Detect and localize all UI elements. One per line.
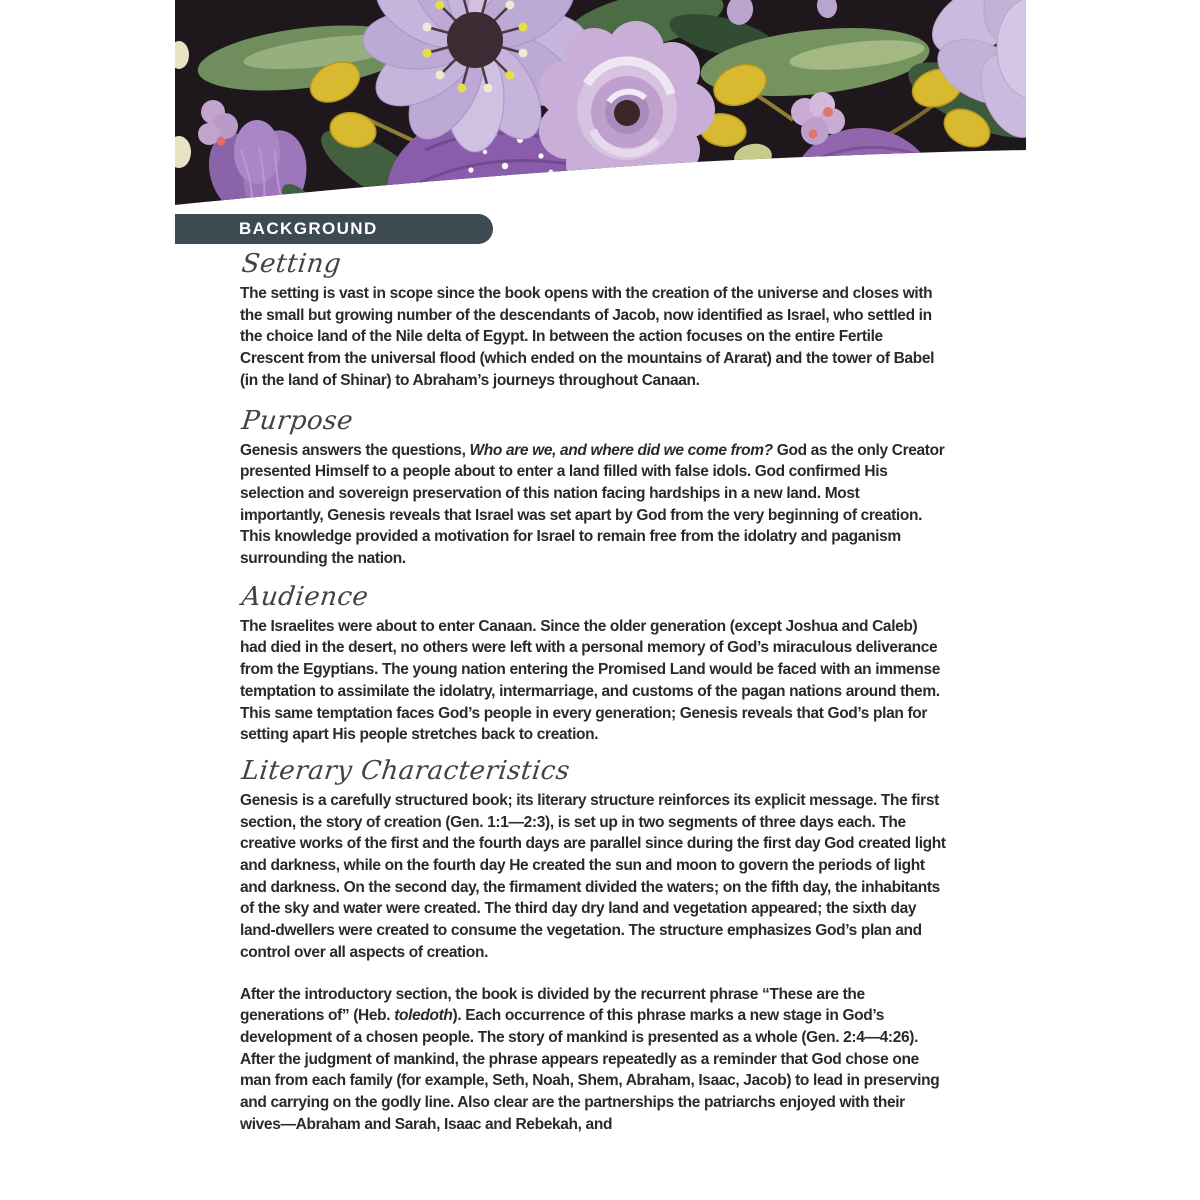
section-heading-purpose: Purpose [240, 405, 355, 436]
section-setting [240, 249, 946, 392]
paragraph [240, 283, 946, 392]
section-audience [240, 582, 946, 746]
section-purpose [240, 406, 946, 570]
paragraph [240, 984, 946, 1136]
banner-label: BACKGROUND [239, 219, 378, 238]
italic-text-segment: Who are we, and where did we come from? [469, 441, 773, 459]
text-segment: Genesis answers the questions, [240, 441, 470, 459]
text-segment: God as the only Creator presented Himself to a people about to enter a land filled with false idols. God confirmed His selection and sovereign preservation of this nation facing hardships in a new land. Most importantly, Genesis reveals that Israel was set apart by God from the very beginning of creation. This knowledge provided a motivation for Israel to remain free from the idolatry and paganism surrounding the nation. [240, 441, 945, 568]
italic-text-segment: toledoth [394, 1007, 453, 1025]
section-heading-setting: Setting [240, 249, 343, 279]
text-segment: Genesis is a carefully structured book; its literary structure reinforces its explicit message. The first section, the story of creation (Gen. 1:1—2:3), is set up in two segments of three days each. The creative works of the first and the fourth days are parallel since during the first day God created light and darkness, while on the fourth day He created the sun and moon to govern the periods of light and darkness. On the second day, the firmament divided the waters; on the fifth day, the inhabitants of the sky and water were created. The third day dry land and vegetation appeared; the sixth day land-dwellers were created to consume the vegetation. The structure emphasizes God’s plan and control over all aspects of creation. [240, 791, 946, 961]
paragraph [240, 790, 946, 964]
paragraph [240, 616, 946, 746]
page-content [240, 243, 946, 1136]
section-heading-audience: Audience [240, 581, 371, 612]
text-segment: ). Each occurrence of this phrase marks a new stage in God’s development of a chosen people. The story of mankind is presented as a whole (Gen. 2:4—4:26). After the judgment of mankind, the phrase appears repeatedly as a reminder that God chose one man from each family (for example, Seth, Noah, Shem, Abraham, Isaac, Jacob) to lead in preserving and carrying on the godly line. Also clear are the partnerships the patriarchs enjoyed with their wives—Abraham and Sarah, Isaac and Rebekah, and [240, 1007, 940, 1133]
text-segment: After the introductory section, the book is divided by the recurrent phrase “These are the generations of” (Heb. [240, 985, 865, 1025]
background-section-banner [175, 214, 493, 244]
floral-header-illustration [175, 0, 1026, 212]
section-literary-characteristics [240, 756, 946, 1136]
paragraph [240, 440, 946, 570]
text-segment: The Israelites were about to enter Canaan. Since the older generation (except Joshua and Caleb) had died in the desert, no others were left with a personal memory of God’s miraculous deliverance from the Egyptians. The young nation entering the Promised Land would be faced with an immense temptation to assimilate the idolatry, intermarriage, and customs of the pagan nations around them. This same temptation faces God’s people in every generation; Genesis reveals that God’s plan for setting apart His people stretches back to creation. [240, 617, 940, 744]
section-heading-literary-characteristics: Literary Characteristics [240, 755, 572, 786]
text-segment: The setting is vast in scope since the book opens with the creation of the universe and closes with the small but growing number of the descendants of Jacob, now identified as Israel, who settled in the choice land of the Nile delta of Egypt. In between the action focuses on the entire Fertile Crescent from the universal flood (which ended on the mountains of Ararat) and the tower of Babel (in the land of Shinar) to Abraham’s journeys throughout Canaan. [240, 285, 935, 389]
